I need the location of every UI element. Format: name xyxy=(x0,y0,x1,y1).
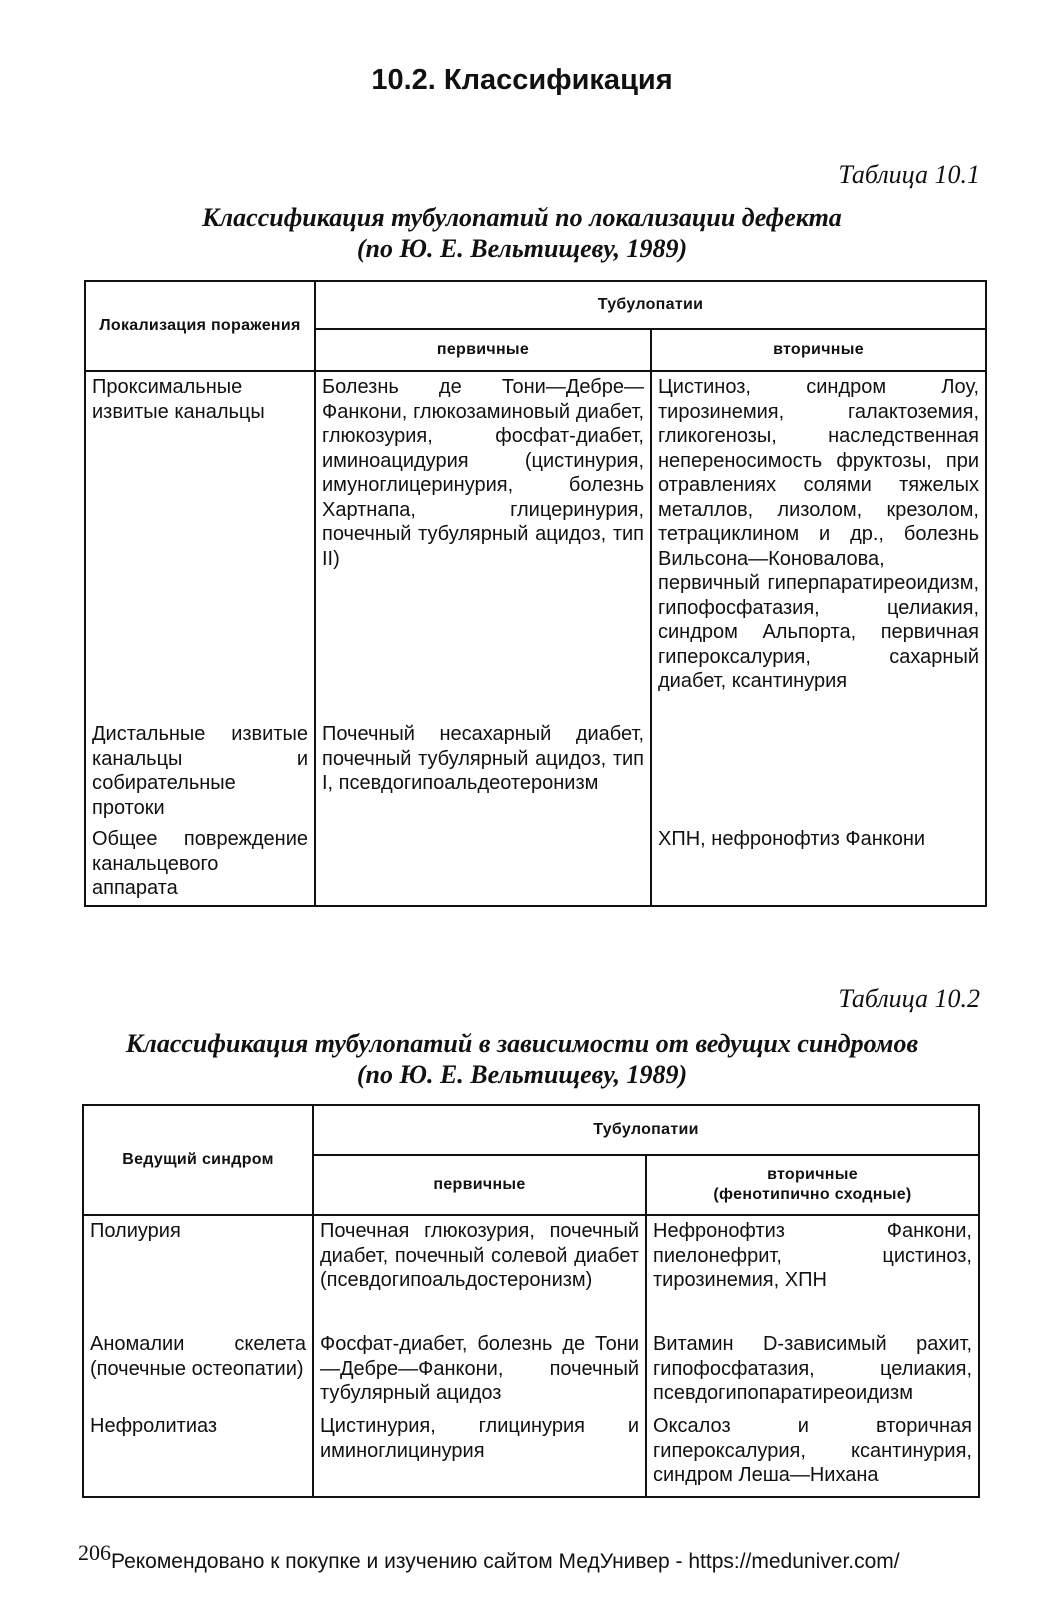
table2-header-tubulopathies: Тубулопатии xyxy=(313,1105,979,1155)
table2-cell: Оксалоз и вторичная гипероксалурия, ксантинурия, синдром Леша—Нихана xyxy=(646,1411,979,1497)
table1-cell: Проксимальные извитые канальцы xyxy=(85,371,315,719)
table1-caption-line2: (по Ю. Е. Вельтищеву, 1989) xyxy=(356,234,688,263)
table1-header-secondary: вторичные xyxy=(651,329,986,371)
table1-cell: Дистальные извитые канальцы и собирательные протоки xyxy=(85,719,315,824)
table1-cell: Почечный несахарный диабет, почечный тубулярный ацидоз, тип I, псевдогипоальдеотеронизм xyxy=(315,719,651,824)
table2-header-primary: первичные xyxy=(313,1155,646,1215)
section-title: 10.2. Классификация xyxy=(371,64,673,96)
table1-cell: Болезнь де Тони—Дебре—Фанкони, глюкозаминовый диабет, глюкозурия, фосфат-диабет, иминоацидурия (цистинурия, имуноглицеринурия, болезнь Хартнапа, глицеринурия, почечный тубулярный ацидоз, тип II) xyxy=(315,371,651,719)
table2-header-secondary-line1: вторичные xyxy=(767,1166,858,1183)
table2-cell: Цистинурия, глицинурия и иминоглицинурия xyxy=(313,1411,646,1497)
table-row xyxy=(83,1411,979,1497)
table2-cell: Почечная глюкозурия, почечный диабет, почечный солевой диабет (псевдогипоальдостеронизм) xyxy=(313,1215,646,1329)
table-row xyxy=(85,719,986,824)
table-row xyxy=(83,1215,979,1329)
table-row xyxy=(85,371,986,719)
page-number: 206 xyxy=(78,1540,111,1565)
table1-caption xyxy=(0,202,1044,264)
table2-cell: Нефролитиаз xyxy=(83,1411,313,1497)
table2-caption-line2: (по Ю. Е. Вельтищеву, 1989) xyxy=(356,1060,688,1089)
table2-caption-line1: Классификация тубулопатий в зависимости от ведущих синдромов xyxy=(125,1029,919,1058)
table2-caption xyxy=(0,1028,1044,1090)
table-row xyxy=(85,824,986,906)
footer-link-text[interactable]: Рекомендовано к покупке и изучению сайтом МедУнивер - https://meduniver.com/ xyxy=(111,1550,900,1573)
table1-header-primary: первичные xyxy=(315,329,651,371)
table2-header-leading-syndrome: Ведущий синдром xyxy=(83,1105,313,1215)
table2-cell: Аномалии скелета (почечные остеопатии) xyxy=(83,1329,313,1411)
table2-label: Таблица 10.2 xyxy=(838,984,980,1013)
table2-header-secondary xyxy=(646,1155,979,1215)
table1 xyxy=(84,280,987,907)
table1-header-localization: Локализация поражения xyxy=(85,281,315,371)
table-row xyxy=(83,1329,979,1411)
table1-cell xyxy=(651,719,986,824)
table1-header-tubulopathies: Тубулопатии xyxy=(315,281,986,329)
table1-cell: Цистиноз, синдром Лоу, тирозинемия, галактоземия, гликогенозы, наследственная непереносимость фруктозы, при отравлениях солями тяжелых металлов, лизолом, крезолом, тетрациклином и др., болезнь Вильсона—Коновалова, первичный гиперпаратиреоидизм, гипофосфатазия, целиакия, синдром Альпорта, первичная гипероксалурия, сахарный диабет, ксантинурия xyxy=(651,371,986,719)
table2-header-secondary-line2: (фенотипично сходные) xyxy=(713,1186,912,1203)
table1-cell xyxy=(315,824,651,906)
table2-cell: Фосфат-диабет, болезнь де Тони—Дебре—Фанкони, почечный тубулярный ацидоз xyxy=(313,1329,646,1411)
table2 xyxy=(82,1104,980,1498)
page-footer xyxy=(78,1540,900,1574)
table1-cell: ХПН, нефронофтиз Фанкони xyxy=(651,824,986,906)
table1-label: Таблица 10.1 xyxy=(838,160,980,189)
table1-cell: Общее повреждение канальцевого аппарата xyxy=(85,824,315,906)
table1-caption-line1: Классификация тубулопатий по локализации дефекта xyxy=(202,203,842,232)
table2-cell: Полиурия xyxy=(83,1215,313,1329)
table2-cell: Нефронофтиз Фанкони, пиелонефрит, цистиноз, тирозинемия, ХПН xyxy=(646,1215,979,1329)
table2-cell: Витамин D-зависимый рахит, гипофосфатазия, целиакия, псевдогипопаратиреоидизм xyxy=(646,1329,979,1411)
